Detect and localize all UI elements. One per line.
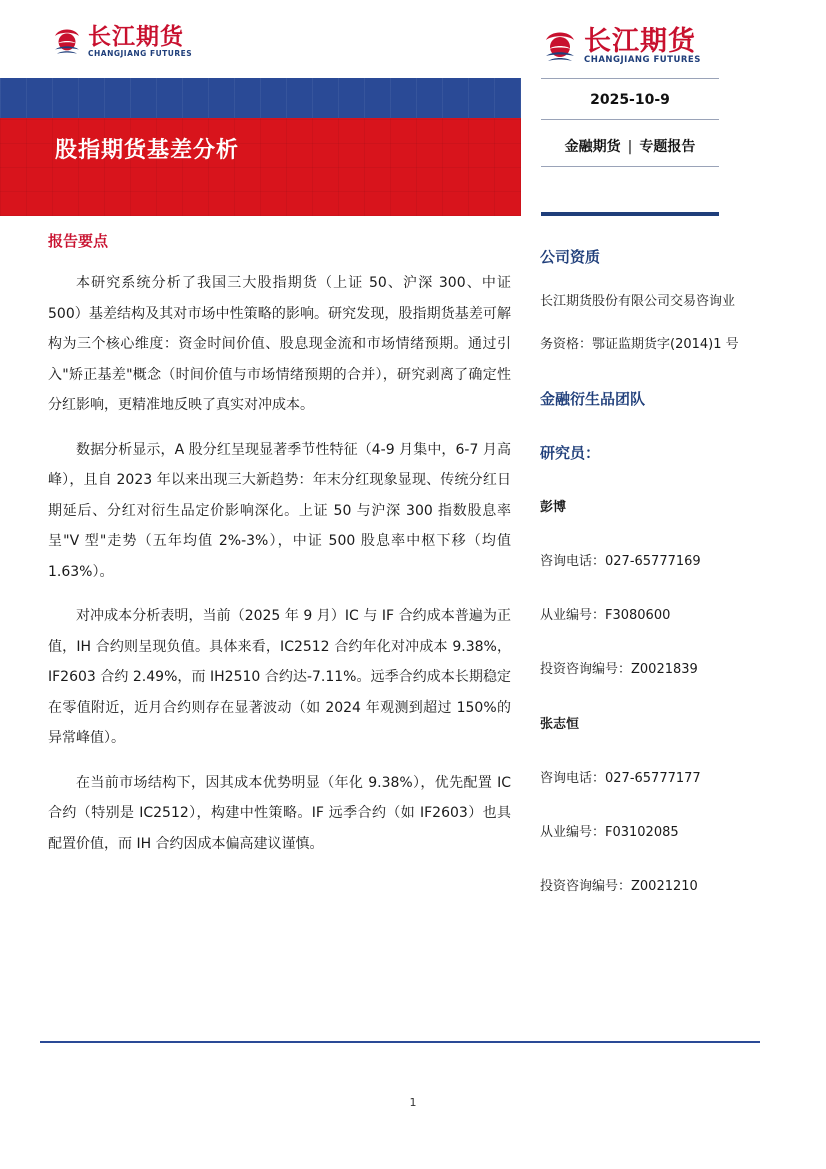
divider (541, 78, 719, 79)
researcher-license: 从业编号：F03102085 (540, 825, 679, 840)
page-number: 1 (409, 1096, 417, 1109)
researcher-phone: 咨询电话：027-65777169 (540, 554, 701, 569)
report-category: 金融期货 (564, 139, 621, 155)
qualification-title: 公司资质 (540, 248, 601, 266)
logo-name-cn: 长江期货 (88, 23, 184, 50)
company-logo-left (50, 24, 192, 58)
logo-name-en: CHANGJIANG FUTURES (584, 54, 701, 65)
header-bar (541, 212, 719, 216)
paragraph: 本研究系统分析了我国三大股指期货（上证 50、沪深 300、中证 500）基差结构及其对市场中性策略的影响。研究发现，股指期货基差可解构为三个核心维度：资金时间价值、股息现金流和市场情绪预期。通过引入"矫正基差"概念（时间价值与市场情绪预期的合并），研究剥离了确定性分红影响，更精准地反映了真实对冲成本。 (48, 275, 511, 413)
researcher-name: 彭博 (540, 500, 567, 515)
qualification-line: 务资格：鄂证监期货字(2014)1 号 (540, 337, 739, 352)
researcher-name: 张志恒 (540, 717, 580, 732)
researcher-phone: 咨询电话：027-65777177 (540, 771, 701, 786)
divider (541, 119, 719, 120)
company-logo-right (540, 26, 701, 66)
report-category-line (541, 136, 719, 156)
report-body (48, 268, 511, 873)
paragraph: 数据分析显示，A 股分红呈现显著季节性特征（4-9 月集中，6-7 月高峰），且自 2023 年以来出现三大新趋势：年末分红现象显现、传统分红日期延后、分红对衍生品定价影响深化。上证 50 与沪深 300 指数股息率呈"V 型"走势（五年均值 2%-3%），中证 500 股息率中枢下移（均值 1.63%）。 (48, 441, 511, 580)
report-type: 专题报告 (639, 139, 696, 155)
researcher-consult-license: 投资咨询编号：Z0021210 (540, 879, 698, 894)
report-title: 股指期货基差分析 (55, 138, 240, 163)
company-logo-icon (50, 24, 84, 58)
logo-name-en: CHANGJIANG FUTURES (88, 48, 193, 58)
paragraph: 对冲成本分析表明，当前（2025 年 9 月）IC 与 IF 合约成本普遍为正值，IH 合约则呈现负值。具体来看，IC2512 合约年化对冲成本 9.38%，IF2603 合约 2.49%，而 IH2510 合约达-7.11%。远季合约成本长期稳定在零值附近，近月合约则存在显著波动（如 2024 年观测到超过 150%的异常峰值）。 (48, 608, 511, 746)
divider (541, 166, 719, 167)
team-name: 金融衍生品团队 (540, 390, 646, 408)
logo-name-cn: 长江期货 (584, 25, 696, 57)
footer-divider (40, 1041, 760, 1043)
section-title: 报告要点 (48, 232, 109, 250)
researcher-license: 从业编号：F3080600 (540, 608, 671, 623)
researcher-consult-license: 投资咨询编号：Z0021839 (540, 662, 698, 677)
company-logo-icon (540, 26, 580, 66)
paragraph: 在当前市场结构下，因其成本优势明显（年化 9.38%），优先配置 IC 合约（特别是 IC2512），构建中性策略。IF 远季合约（如 IF2603）也具配置价值，而 IH 合约因成本偏高建议谨慎。 (48, 774, 511, 852)
banner-blue-band (0, 78, 521, 118)
qualification-line: 长江期货股份有限公司交易咨询业 (540, 294, 736, 309)
report-date: 2025-10-9 (590, 92, 670, 108)
researchers-label: 研究员： (540, 444, 601, 462)
category-separator: | (627, 139, 633, 155)
